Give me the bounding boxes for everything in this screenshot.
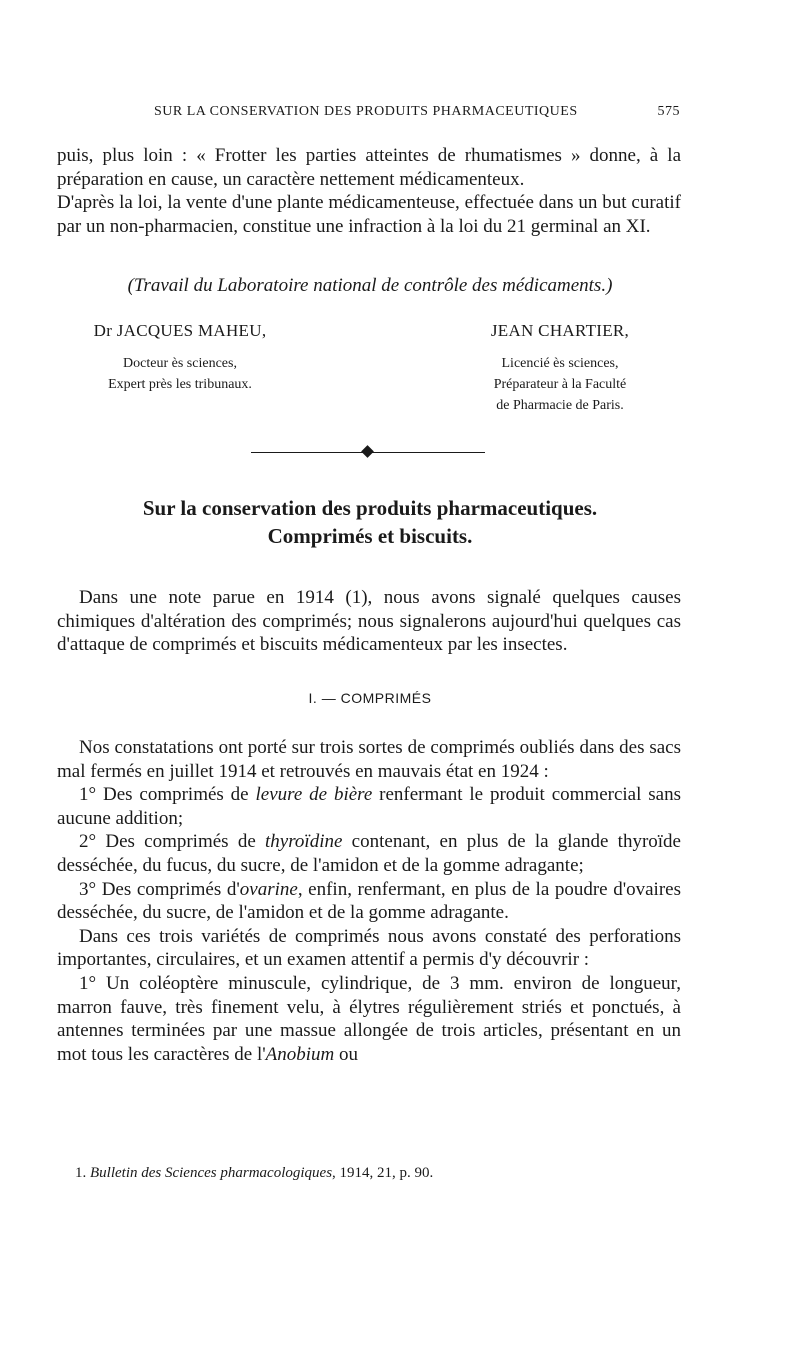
list-item-1-pre: 1° Des comprimés de: [79, 784, 256, 806]
article-title-line2: Comprimés et biscuits.: [267, 524, 473, 548]
diamond-ornament-icon: [361, 445, 374, 458]
paragraph-perforations: Dans ces trois variétés de comprimés nous avons constaté des perforations importantes, circulaires, et un examen attentif a permis d'y découvrir :: [57, 925, 681, 971]
footnote-rest: , 1914, 21, p. 90.: [332, 1165, 434, 1181]
list-item-2: [57, 830, 681, 877]
article-intro: Dans une note parue en 1914 (1), nous avons signalé quelques causes chimiques d'altération des comprimés; nous signalerons aujourd'hui quelques cas d'attaque de comprimés et biscuits médicamenteux par les insectes.: [57, 587, 681, 656]
section-heading: I. — COMPRIMÉS: [308, 690, 432, 706]
footnote-source: Bulletin des Sciences pharmacologiques: [90, 1165, 333, 1181]
footnote: [75, 1165, 675, 1182]
article-body: [57, 736, 681, 1066]
signatory-left-title2: Expert près les tribunaux.: [108, 377, 252, 392]
signatory-right: [440, 320, 680, 416]
list-item-3-pre: 3° Des comprimés d': [79, 878, 240, 900]
running-header: [60, 104, 680, 126]
article-title: [60, 494, 680, 550]
list-item-1-post: renfermant le produit commercial sans aucune addition;: [57, 784, 681, 829]
signatory-left-name: Dr JACQUES MAHEU,: [93, 321, 267, 340]
paragraph-coleoptere-post: ou: [334, 1043, 359, 1065]
list-item-3: [57, 878, 681, 925]
list-item-3-post: , enfin, renfermant, en plus de la poudre d'ovaires desséchée, du sucre, de l'amidon et de la gomme adragante.: [57, 878, 681, 924]
signatory-right-title1: Licencié ès sciences,: [501, 356, 619, 371]
footnote-number: 1.: [75, 1165, 87, 1181]
list-item-2-em: thyroïdine: [265, 831, 343, 853]
paragraph-coleoptere-pre: 1° Un coléoptère minuscule, cylindrique, de 3 mm. environ de longueur, marron fauve, très finement velu, à élytres régulièrement striés et ponctués, à antennes terminées par une massue allongée de trois articles, présentant en un mot tous les caractères de l': [57, 972, 681, 1065]
paragraph-coleoptere: [57, 972, 681, 1066]
page-number: 575: [657, 104, 680, 119]
list-item-2-post: contenant, en plus de la glande thyroïde desséchée, du fucus, du sucre, de l'amidon et de la gomme adragante;: [57, 831, 681, 876]
article-title-line1: Sur la conservation des produits pharmaceutiques.: [142, 496, 598, 520]
list-item-1: [57, 783, 681, 830]
intro-line: puis, plus loin : « Frotter les parties atteintes de rhumatismes » donne, à la préparation en cause, un caractère nettement médicamenteux.: [57, 145, 681, 190]
signatory-left-title1: Docteur ès sciences,: [123, 356, 237, 371]
paragraph-coleoptere-em: Anobium: [265, 1043, 335, 1065]
signatory-right-title2: Préparateur à la Faculté: [493, 377, 627, 392]
list-item-1-em: levure de bière: [255, 784, 373, 806]
signatory-right-title3: de Pharmacie de Paris.: [496, 398, 624, 413]
signatory-left: [60, 320, 300, 395]
intro-text: [57, 144, 681, 238]
signatory-right-name: JEAN CHARTIER,: [490, 321, 630, 340]
lab-credit: (Travail du Laboratoire national de contrôle des médicaments.): [127, 275, 613, 296]
running-title: SUR LA CONSERVATION DES PRODUITS PHARMACEUTIQUES: [154, 104, 578, 119]
law-paragraph: D'après la loi, la vente d'une plante médicamenteuse, effectuée dans un but curatif par un non-pharmacien, constitue une infraction à la loi du 21 germinal an XI.: [57, 192, 681, 237]
list-item-3-em: ovarine: [239, 878, 298, 900]
list-item-2-pre: 2° Des comprimés de: [79, 831, 266, 853]
paragraph-observations: Nos constatations ont porté sur trois sortes de comprimés oubliés dans des sacs mal fermés en juillet 1914 et retrouvés en mauvais état en 1924 :: [57, 737, 681, 782]
